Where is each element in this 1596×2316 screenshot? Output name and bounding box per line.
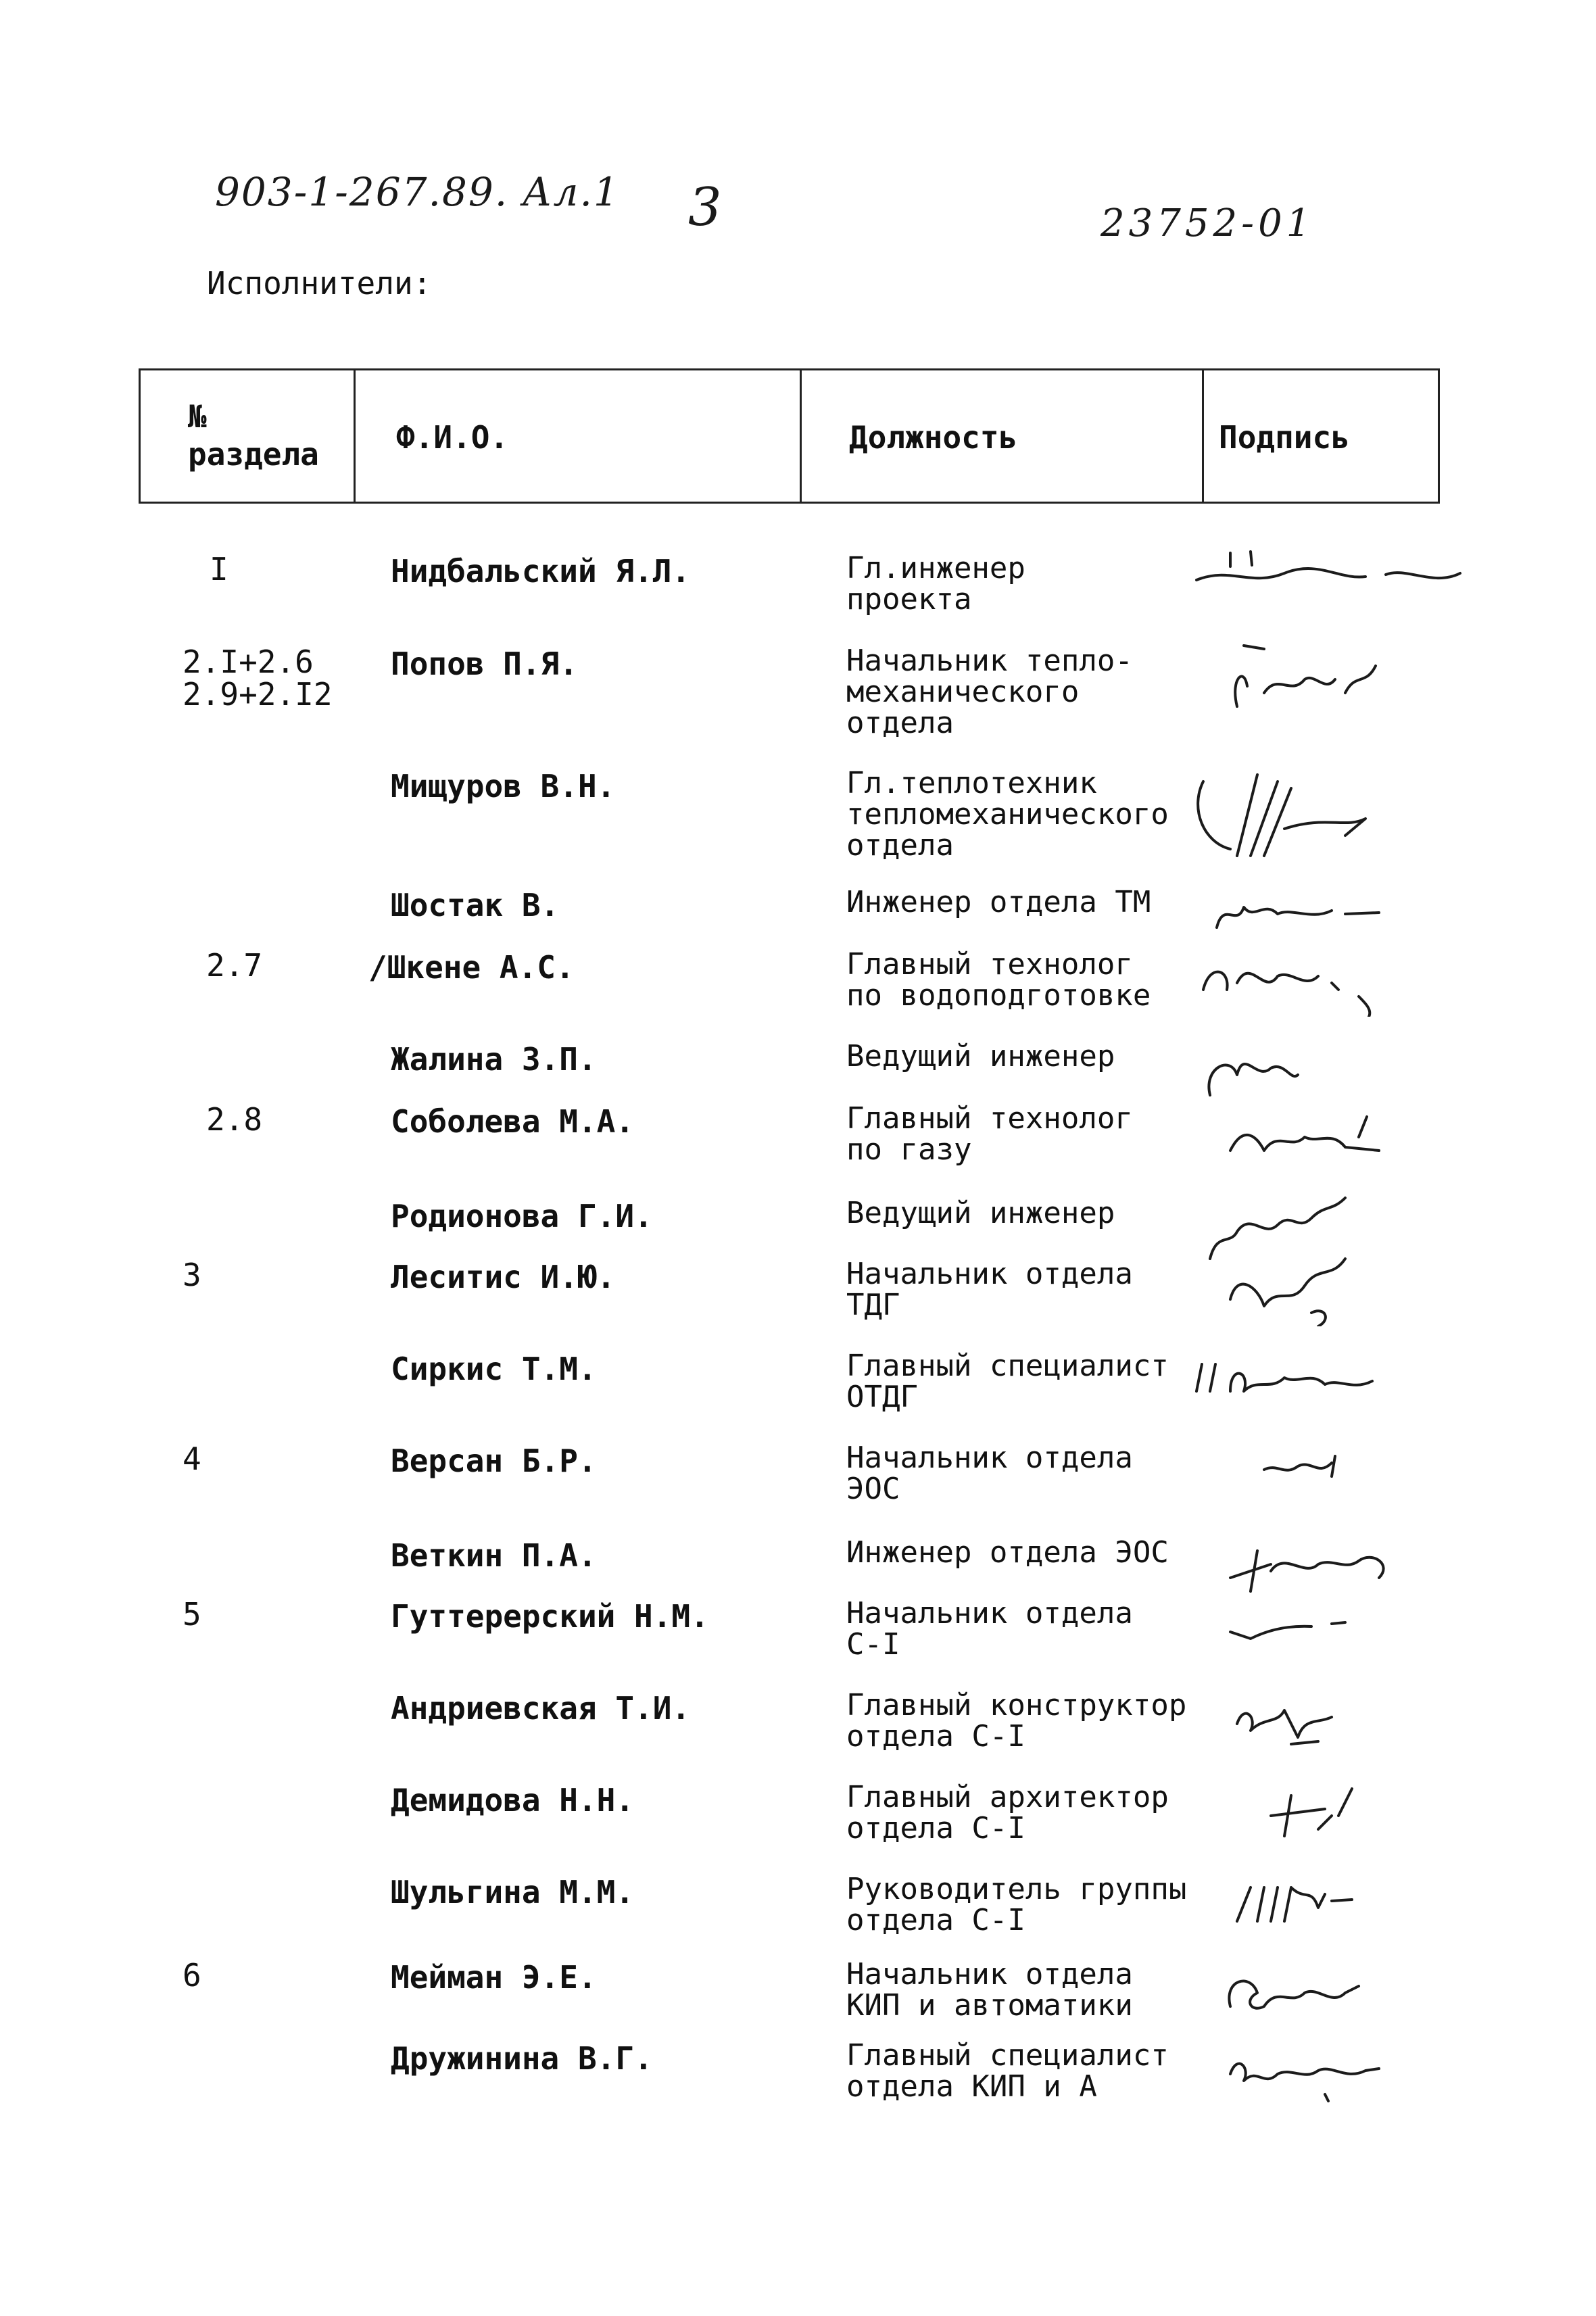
person-name: Нидбальский Я.Л. bbox=[391, 553, 691, 589]
position-title: Инженер отдела ТМ bbox=[846, 885, 1151, 919]
column-header-section bbox=[188, 397, 319, 473]
person-name: Дружинина В.Г. bbox=[391, 2040, 653, 2077]
position-title: Главный специалист ОТДГ bbox=[846, 1349, 1169, 1414]
column-divider bbox=[354, 370, 356, 502]
position-title: Главный специалист отдела КИП и А bbox=[846, 2038, 1169, 2104]
position-title: Начальник отдела С-I bbox=[846, 1596, 1133, 1662]
position-title: Начальник отдела КИП и автоматики bbox=[846, 1957, 1133, 2023]
person-name: Андриевская Т.И. bbox=[391, 1690, 691, 1727]
section-number: I bbox=[210, 551, 228, 587]
person-name: Мейман Э.Е. bbox=[391, 1959, 597, 1996]
position-title: Начальник тепло- механического отдела bbox=[846, 644, 1133, 740]
performers-heading: Исполнители: bbox=[207, 265, 432, 301]
signature-image bbox=[1190, 1768, 1474, 1850]
position-title: Главный технолог по водоподготовке bbox=[846, 947, 1151, 1013]
column-header-fio: Ф.И.О. bbox=[396, 419, 509, 456]
person-name: Жалина З.П. bbox=[391, 1041, 597, 1078]
position-title: Ведущий инженер bbox=[846, 1196, 1115, 1230]
person-name: Версан Б.Р. bbox=[391, 1443, 597, 1479]
position-title: Руководитель группы отдела С-I bbox=[846, 1872, 1187, 1937]
signature-image bbox=[1190, 1090, 1474, 1171]
person-name: Веткин П.А. bbox=[391, 1537, 597, 1574]
column-header-section-label: раздела bbox=[188, 436, 319, 473]
position-title: Гл.теплотехник тепломеханического отдела bbox=[846, 766, 1169, 863]
position-title: Главный конструктор отдела С-I bbox=[846, 1688, 1187, 1754]
signature-image bbox=[1190, 1585, 1474, 1666]
person-name: Мищуров В.Н. bbox=[391, 768, 616, 804]
column-header-section-symbol: № bbox=[188, 398, 207, 435]
position-title: Главный архитектор отдела С-I bbox=[846, 1780, 1169, 1845]
signature-image bbox=[1190, 768, 1474, 869]
signature-image bbox=[1190, 632, 1474, 713]
person-name: Леситис И.Ю. bbox=[391, 1259, 616, 1295]
position-title: Главный технолог по газу bbox=[846, 1101, 1133, 1167]
position-title: Инженер отдела ЭОС bbox=[846, 1535, 1169, 1570]
section-number: 6 bbox=[183, 1957, 201, 1994]
person-name: /Шкене А.С. bbox=[368, 949, 575, 986]
column-header-position: Должность bbox=[849, 419, 1018, 456]
page-number: 3 bbox=[688, 177, 722, 238]
position-title: Гл.инженер проекта bbox=[846, 551, 1025, 617]
signature-image bbox=[1190, 1860, 1474, 1941]
person-name: Шульгина М.М. bbox=[391, 1874, 635, 1910]
signature-image bbox=[1190, 539, 1474, 621]
column-divider bbox=[800, 370, 802, 502]
section-number: 2.7 bbox=[206, 947, 263, 984]
person-name: Демидова Н.Н. bbox=[391, 1782, 635, 1818]
signature-image bbox=[1190, 1245, 1474, 1326]
position-title: Начальник отдела ЭОС bbox=[846, 1441, 1133, 1506]
person-name: Попов П.Я. bbox=[391, 646, 578, 682]
person-name: Родионова Г.И. bbox=[391, 1198, 653, 1234]
signature-image bbox=[1190, 1429, 1474, 1510]
document-number: 23752-01 bbox=[1101, 201, 1315, 245]
signature-image bbox=[1190, 936, 1474, 1017]
signature-image bbox=[1190, 1676, 1474, 1758]
position-title: Начальник отдела ТДГ bbox=[846, 1257, 1133, 1322]
signature-image bbox=[1190, 1946, 1474, 2027]
section-number: 5 bbox=[183, 1596, 201, 1633]
position-title: Ведущий инженер bbox=[846, 1039, 1115, 1073]
signature-image bbox=[1190, 2027, 1474, 2108]
person-name: Шостак В. bbox=[391, 887, 560, 923]
signature-image bbox=[1190, 1337, 1474, 1418]
section-number: 3 bbox=[183, 1257, 201, 1293]
section-number: 2.8 bbox=[206, 1101, 263, 1138]
person-name: Сиркис Т.М. bbox=[391, 1351, 597, 1387]
table-header bbox=[139, 368, 1440, 504]
section-number: 4 bbox=[183, 1441, 201, 1477]
column-header-signature: Подпись bbox=[1219, 419, 1350, 456]
section-number: 2.I+2.6 2.9+2.I2 bbox=[183, 644, 333, 713]
document-code: 903-1-267.89. Ал.1 bbox=[215, 169, 620, 215]
column-divider bbox=[1202, 370, 1204, 502]
person-name: Соболева М.А. bbox=[391, 1103, 635, 1140]
person-name: Гуттерерский Н.М. bbox=[391, 1598, 709, 1635]
